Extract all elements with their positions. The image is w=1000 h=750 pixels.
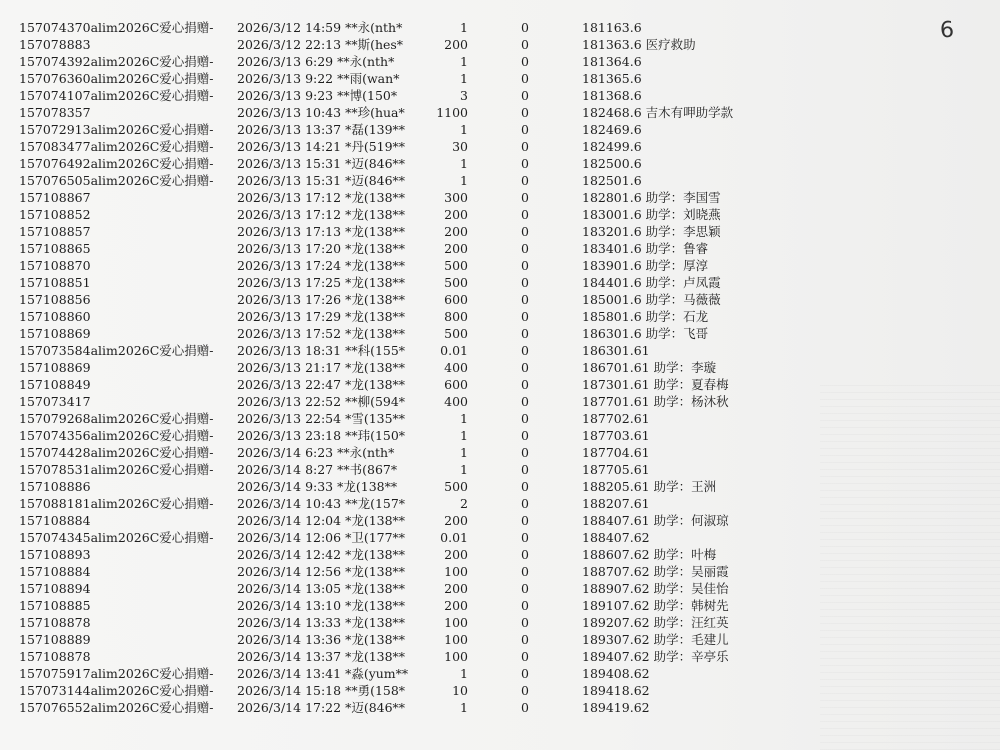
ledger-row bbox=[0, 155, 1000, 172]
amount: 1 bbox=[460, 54, 468, 69]
ledger-row bbox=[0, 461, 1000, 478]
timestamp-donor: 2026/3/13 17:12 *龙(138** bbox=[237, 190, 406, 205]
balance-note: 181163.6 bbox=[582, 20, 642, 35]
ledger-row bbox=[0, 665, 1000, 682]
amount: 1 bbox=[460, 411, 468, 426]
fee: 0 bbox=[521, 207, 529, 222]
transaction-id: 157074370alim2026C爱心捐赠- bbox=[19, 20, 214, 35]
balance-note: 182500.6 bbox=[582, 156, 642, 171]
balance-note: 187301.61 助学：夏春梅 bbox=[582, 377, 729, 392]
balance-note: 186301.6 助学：飞哥 bbox=[582, 326, 709, 341]
ledger-row bbox=[0, 597, 1000, 614]
transaction-id: 157108885 bbox=[19, 598, 91, 613]
balance-note: 189419.62 bbox=[582, 700, 650, 715]
ledger-row bbox=[0, 206, 1000, 223]
transaction-id: 157074428alim2026C爱心捐赠- bbox=[19, 445, 214, 460]
balance-note: 189107.62 助学：韩树先 bbox=[582, 598, 729, 613]
timestamp-donor: 2026/3/13 18:31 **科(155* bbox=[237, 343, 406, 358]
ledger-row bbox=[0, 291, 1000, 308]
timestamp-donor: 2026/3/13 23:18 **玮(150* bbox=[237, 428, 406, 443]
fee: 0 bbox=[521, 547, 529, 562]
balance-note: 188407.61 助学：何淑琼 bbox=[582, 513, 729, 528]
ledger-row bbox=[0, 393, 1000, 410]
transaction-id: 157108852 bbox=[19, 207, 91, 222]
transaction-id: 157076360alim2026C爱心捐赠- bbox=[19, 71, 214, 86]
amount: 600 bbox=[444, 292, 468, 307]
balance-note: 187702.61 bbox=[582, 411, 650, 426]
timestamp-donor: 2026/3/13 17:24 *龙(138** bbox=[237, 258, 406, 273]
transaction-id: 157108869 bbox=[19, 326, 91, 341]
timestamp-donor: 2026/3/13 14:21 *丹(519** bbox=[237, 139, 406, 154]
transaction-id: 157074392alim2026C爱心捐赠- bbox=[19, 54, 214, 69]
timestamp-donor: 2026/3/13 17:52 *龙(138** bbox=[237, 326, 406, 341]
amount: 500 bbox=[444, 275, 468, 290]
balance-note: 185001.6 助学：马薇薇 bbox=[582, 292, 721, 307]
fee: 0 bbox=[521, 581, 529, 596]
ledger-row bbox=[0, 240, 1000, 257]
ledger-row bbox=[0, 410, 1000, 427]
balance-note: 189408.62 bbox=[582, 666, 650, 681]
amount: 1 bbox=[460, 20, 468, 35]
timestamp-donor: 2026/3/14 13:05 *龙(138** bbox=[237, 581, 406, 596]
transaction-id: 157108860 bbox=[19, 309, 91, 324]
transaction-id: 157083477alim2026C爱心捐赠- bbox=[19, 139, 214, 154]
balance-note: 182499.6 bbox=[582, 139, 642, 154]
timestamp-donor: 2026/3/14 9:33 *龙(138** bbox=[237, 479, 398, 494]
amount: 200 bbox=[444, 207, 468, 222]
timestamp-donor: 2026/3/13 17:25 *龙(138** bbox=[237, 275, 406, 290]
ledger-row bbox=[0, 427, 1000, 444]
timestamp-donor: 2026/3/13 17:20 *龙(138** bbox=[237, 241, 406, 256]
fee: 0 bbox=[521, 700, 529, 715]
timestamp-donor: 2026/3/13 15:31 *迈(846** bbox=[237, 173, 406, 188]
balance-note: 188607.62 助学：叶梅 bbox=[582, 547, 717, 562]
transaction-id: 157108884 bbox=[19, 513, 91, 528]
ledger-row bbox=[0, 376, 1000, 393]
timestamp-donor: 2026/3/13 22:52 **柳(594* bbox=[237, 394, 406, 409]
fee: 0 bbox=[521, 632, 529, 647]
timestamp-donor: 2026/3/13 9:22 **雨(wan* bbox=[237, 71, 400, 86]
fee: 0 bbox=[521, 683, 529, 698]
transaction-id: 157076492alim2026C爱心捐赠- bbox=[19, 156, 214, 171]
timestamp-donor: 2026/3/14 6:23 **永(nth* bbox=[237, 445, 395, 460]
balance-note: 188707.62 助学：吴丽霞 bbox=[582, 564, 729, 579]
ledger-row bbox=[0, 189, 1000, 206]
fee: 0 bbox=[521, 496, 529, 511]
transaction-id: 157108894 bbox=[19, 581, 91, 596]
amount: 200 bbox=[444, 598, 468, 613]
amount: 200 bbox=[444, 513, 468, 528]
timestamp-donor: 2026/3/14 12:56 *龙(138** bbox=[237, 564, 406, 579]
timestamp-donor: 2026/3/13 13:37 *磊(139** bbox=[237, 122, 406, 137]
amount: 2 bbox=[460, 496, 468, 511]
ledger-row bbox=[0, 87, 1000, 104]
timestamp-donor: 2026/3/14 12:04 *龙(138** bbox=[237, 513, 406, 528]
fee: 0 bbox=[521, 615, 529, 630]
transaction-id: 157108869 bbox=[19, 360, 91, 375]
amount: 10 bbox=[452, 683, 468, 698]
timestamp-donor: 2026/3/14 12:06 *卫(177** bbox=[237, 530, 406, 545]
ledger-row bbox=[0, 121, 1000, 138]
transaction-id: 157108889 bbox=[19, 632, 91, 647]
transaction-id: 157108886 bbox=[19, 479, 91, 494]
transaction-id: 157079268alim2026C爱心捐赠- bbox=[19, 411, 214, 426]
fee: 0 bbox=[521, 139, 529, 154]
ledger-row bbox=[0, 257, 1000, 274]
transaction-id: 157075917alim2026C爱心捐赠- bbox=[19, 666, 214, 681]
amount: 400 bbox=[444, 360, 468, 375]
ledger-row bbox=[0, 104, 1000, 121]
fee: 0 bbox=[521, 309, 529, 324]
amount: 1100 bbox=[436, 105, 468, 120]
transaction-id: 157074107alim2026C爱心捐赠- bbox=[19, 88, 214, 103]
fee: 0 bbox=[521, 20, 529, 35]
fee: 0 bbox=[521, 241, 529, 256]
amount: 600 bbox=[444, 377, 468, 392]
ledger-row bbox=[0, 70, 1000, 87]
fee: 0 bbox=[521, 564, 529, 579]
timestamp-donor: 2026/3/14 15:18 **勇(158* bbox=[237, 683, 406, 698]
ledger-row bbox=[0, 444, 1000, 461]
amount: 400 bbox=[444, 394, 468, 409]
fee: 0 bbox=[521, 88, 529, 103]
transaction-id: 157073144alim2026C爱心捐赠- bbox=[19, 683, 214, 698]
fee: 0 bbox=[521, 530, 529, 545]
ledger-row bbox=[0, 546, 1000, 563]
balance-note: 182501.6 bbox=[582, 173, 642, 188]
timestamp-donor: 2026/3/13 17:29 *龙(138** bbox=[237, 309, 406, 324]
timestamp-donor: 2026/3/12 22:13 **斯(hes* bbox=[237, 37, 404, 52]
fee: 0 bbox=[521, 445, 529, 460]
ledger-row bbox=[0, 478, 1000, 495]
fee: 0 bbox=[521, 513, 529, 528]
fee: 0 bbox=[521, 54, 529, 69]
fee: 0 bbox=[521, 428, 529, 443]
amount: 1 bbox=[460, 122, 468, 137]
transaction-id: 157074345alim2026C爱心捐赠- bbox=[19, 530, 214, 545]
ledger-row bbox=[0, 614, 1000, 631]
balance-note: 182468.6 吉木有呷助学款 bbox=[582, 105, 734, 120]
transaction-id: 157072913alim2026C爱心捐赠- bbox=[19, 122, 214, 137]
transaction-id: 157108849 bbox=[19, 377, 91, 392]
ledger-row bbox=[0, 529, 1000, 546]
balance-note: 182469.6 bbox=[582, 122, 642, 137]
balance-note: 183901.6 助学：厚淳 bbox=[582, 258, 709, 273]
balance-note: 186701.61 助学：李璇 bbox=[582, 360, 717, 375]
balance-note: 189207.62 助学：汪红英 bbox=[582, 615, 729, 630]
timestamp-donor: 2026/3/13 17:13 *龙(138** bbox=[237, 224, 406, 239]
transaction-id: 157108856 bbox=[19, 292, 91, 307]
timestamp-donor: 2026/3/14 13:41 *淼(yum** bbox=[237, 666, 409, 681]
transaction-id: 157108870 bbox=[19, 258, 91, 273]
fee: 0 bbox=[521, 598, 529, 613]
fee: 0 bbox=[521, 173, 529, 188]
timestamp-donor: 2026/3/13 9:23 **博(150* bbox=[237, 88, 398, 103]
balance-note: 182801.6 助学：李国雪 bbox=[582, 190, 721, 205]
balance-note: 188205.61 助学：王洲 bbox=[582, 479, 717, 494]
transaction-id: 157078357 bbox=[19, 105, 91, 120]
transaction-id: 157108851 bbox=[19, 275, 91, 290]
ledger-row bbox=[0, 631, 1000, 648]
transaction-id: 157078883 bbox=[19, 37, 91, 52]
amount: 3 bbox=[460, 88, 468, 103]
amount: 1 bbox=[460, 156, 468, 171]
timestamp-donor: 2026/3/13 22:54 *雪(135** bbox=[237, 411, 406, 426]
amount: 1 bbox=[460, 462, 468, 477]
timestamp-donor: 2026/3/13 17:26 *龙(138** bbox=[237, 292, 406, 307]
fee: 0 bbox=[521, 394, 529, 409]
timestamp-donor: 2026/3/13 6:29 **永(nth* bbox=[237, 54, 395, 69]
transaction-id: 157073417 bbox=[19, 394, 91, 409]
transaction-id: 157073584alim2026C爱心捐赠- bbox=[19, 343, 214, 358]
ledger-row bbox=[0, 699, 1000, 716]
amount: 1 bbox=[460, 445, 468, 460]
ledger-row bbox=[0, 648, 1000, 665]
amount: 800 bbox=[444, 309, 468, 324]
timestamp-donor: 2026/3/13 21:17 *龙(138** bbox=[237, 360, 406, 375]
timestamp-donor: 2026/3/13 22:47 *龙(138** bbox=[237, 377, 406, 392]
amount: 500 bbox=[444, 479, 468, 494]
fee: 0 bbox=[521, 292, 529, 307]
balance-note: 189307.62 助学：毛建儿 bbox=[582, 632, 729, 647]
timestamp-donor: 2026/3/14 12:42 *龙(138** bbox=[237, 547, 406, 562]
amount: 200 bbox=[444, 224, 468, 239]
transaction-id: 157108884 bbox=[19, 564, 91, 579]
amount: 200 bbox=[444, 547, 468, 562]
ledger-row bbox=[0, 325, 1000, 342]
ledger-row bbox=[0, 138, 1000, 155]
timestamp-donor: 2026/3/14 13:36 *龙(138** bbox=[237, 632, 406, 647]
fee: 0 bbox=[521, 275, 529, 290]
balance-note: 188907.62 助学：吴佳怡 bbox=[582, 581, 729, 596]
transaction-id: 157108893 bbox=[19, 547, 91, 562]
balance-note: 183201.6 助学：李思颖 bbox=[582, 224, 721, 239]
ledger-table bbox=[0, 19, 1000, 716]
amount: 200 bbox=[444, 581, 468, 596]
amount: 30 bbox=[452, 139, 468, 154]
balance-note: 189407.62 助学：辛亭乐 bbox=[582, 649, 729, 664]
ledger-row bbox=[0, 512, 1000, 529]
amount: 200 bbox=[444, 37, 468, 52]
ledger-row bbox=[0, 172, 1000, 189]
ledger-row bbox=[0, 359, 1000, 376]
timestamp-donor: 2026/3/13 17:12 *龙(138** bbox=[237, 207, 406, 222]
fee: 0 bbox=[521, 360, 529, 375]
timestamp-donor: 2026/3/14 10:43 **龙(157* bbox=[237, 496, 406, 511]
amount: 100 bbox=[444, 615, 468, 630]
amount: 300 bbox=[444, 190, 468, 205]
fee: 0 bbox=[521, 649, 529, 664]
balance-note: 188407.62 bbox=[582, 530, 650, 545]
amount: 500 bbox=[444, 326, 468, 341]
ledger-row bbox=[0, 53, 1000, 70]
timestamp-donor: 2026/3/14 13:10 *龙(138** bbox=[237, 598, 406, 613]
ledger-row bbox=[0, 274, 1000, 291]
transaction-id: 157088181alim2026C爱心捐赠- bbox=[19, 496, 214, 511]
transaction-id: 157108865 bbox=[19, 241, 91, 256]
fee: 0 bbox=[521, 462, 529, 477]
transaction-id: 157108878 bbox=[19, 615, 91, 630]
balance-note: 185801.6 助学：石龙 bbox=[582, 309, 709, 324]
balance-note: 189418.62 bbox=[582, 683, 650, 698]
balance-note: 187704.61 bbox=[582, 445, 650, 460]
amount: 0.01 bbox=[440, 530, 468, 545]
fee: 0 bbox=[521, 326, 529, 341]
ledger-row bbox=[0, 342, 1000, 359]
amount: 200 bbox=[444, 241, 468, 256]
timestamp-donor: 2026/3/13 10:43 **珍(hua* bbox=[237, 105, 405, 120]
transaction-id: 157108857 bbox=[19, 224, 91, 239]
amount: 0.01 bbox=[440, 343, 468, 358]
timestamp-donor: 2026/3/12 14:59 **永(nth* bbox=[237, 20, 403, 35]
balance-note: 181365.6 bbox=[582, 71, 642, 86]
balance-note: 183401.6 助学：鲁睿 bbox=[582, 241, 709, 256]
fee: 0 bbox=[521, 479, 529, 494]
page-number: 6 bbox=[939, 17, 955, 44]
balance-note: 183001.6 助学：刘晓燕 bbox=[582, 207, 721, 222]
fee: 0 bbox=[521, 258, 529, 273]
balance-note: 181363.6 医疗救助 bbox=[582, 37, 696, 52]
ledger-row bbox=[0, 223, 1000, 240]
fee: 0 bbox=[521, 105, 529, 120]
balance-note: 181364.6 bbox=[582, 54, 642, 69]
timestamp-donor: 2026/3/14 13:37 *龙(138** bbox=[237, 649, 406, 664]
ledger-row bbox=[0, 36, 1000, 53]
balance-note: 181368.6 bbox=[582, 88, 642, 103]
amount: 100 bbox=[444, 632, 468, 647]
ledger-row bbox=[0, 19, 1000, 36]
transaction-id: 157108878 bbox=[19, 649, 91, 664]
amount: 500 bbox=[444, 258, 468, 273]
fee: 0 bbox=[521, 666, 529, 681]
fee: 0 bbox=[521, 377, 529, 392]
balance-note: 187703.61 bbox=[582, 428, 650, 443]
fee: 0 bbox=[521, 224, 529, 239]
ledger-row bbox=[0, 495, 1000, 512]
balance-note: 184401.6 助学：卢凤霞 bbox=[582, 275, 721, 290]
transaction-id: 157076552alim2026C爱心捐赠- bbox=[19, 700, 214, 715]
timestamp-donor: 2026/3/13 15:31 *迈(846** bbox=[237, 156, 406, 171]
balance-note: 186301.61 bbox=[582, 343, 650, 358]
ledger-row bbox=[0, 580, 1000, 597]
transaction-id: 157108867 bbox=[19, 190, 91, 205]
amount: 1 bbox=[460, 173, 468, 188]
timestamp-donor: 2026/3/14 8:27 **书(867* bbox=[237, 462, 398, 477]
amount: 1 bbox=[460, 71, 468, 86]
fee: 0 bbox=[521, 122, 529, 137]
amount: 100 bbox=[444, 564, 468, 579]
amount: 100 bbox=[444, 649, 468, 664]
amount: 1 bbox=[460, 428, 468, 443]
fee: 0 bbox=[521, 190, 529, 205]
ledger-row bbox=[0, 308, 1000, 325]
fee: 0 bbox=[521, 156, 529, 171]
balance-note: 187705.61 bbox=[582, 462, 650, 477]
balance-note: 188207.61 bbox=[582, 496, 650, 511]
amount: 1 bbox=[460, 700, 468, 715]
transaction-id: 157076505alim2026C爱心捐赠- bbox=[19, 173, 214, 188]
ledger-row bbox=[0, 682, 1000, 699]
balance-note: 187701.61 助学：杨沐秋 bbox=[582, 394, 729, 409]
fee: 0 bbox=[521, 71, 529, 86]
fee: 0 bbox=[521, 411, 529, 426]
transaction-id: 157078531alim2026C爱心捐赠- bbox=[19, 462, 214, 477]
timestamp-donor: 2026/3/14 17:22 *迈(846** bbox=[237, 700, 406, 715]
transaction-id: 157074356alim2026C爱心捐赠- bbox=[19, 428, 214, 443]
timestamp-donor: 2026/3/14 13:33 *龙(138** bbox=[237, 615, 406, 630]
fee: 0 bbox=[521, 343, 529, 358]
amount: 1 bbox=[460, 666, 468, 681]
ledger-row bbox=[0, 563, 1000, 580]
fee: 0 bbox=[521, 37, 529, 52]
